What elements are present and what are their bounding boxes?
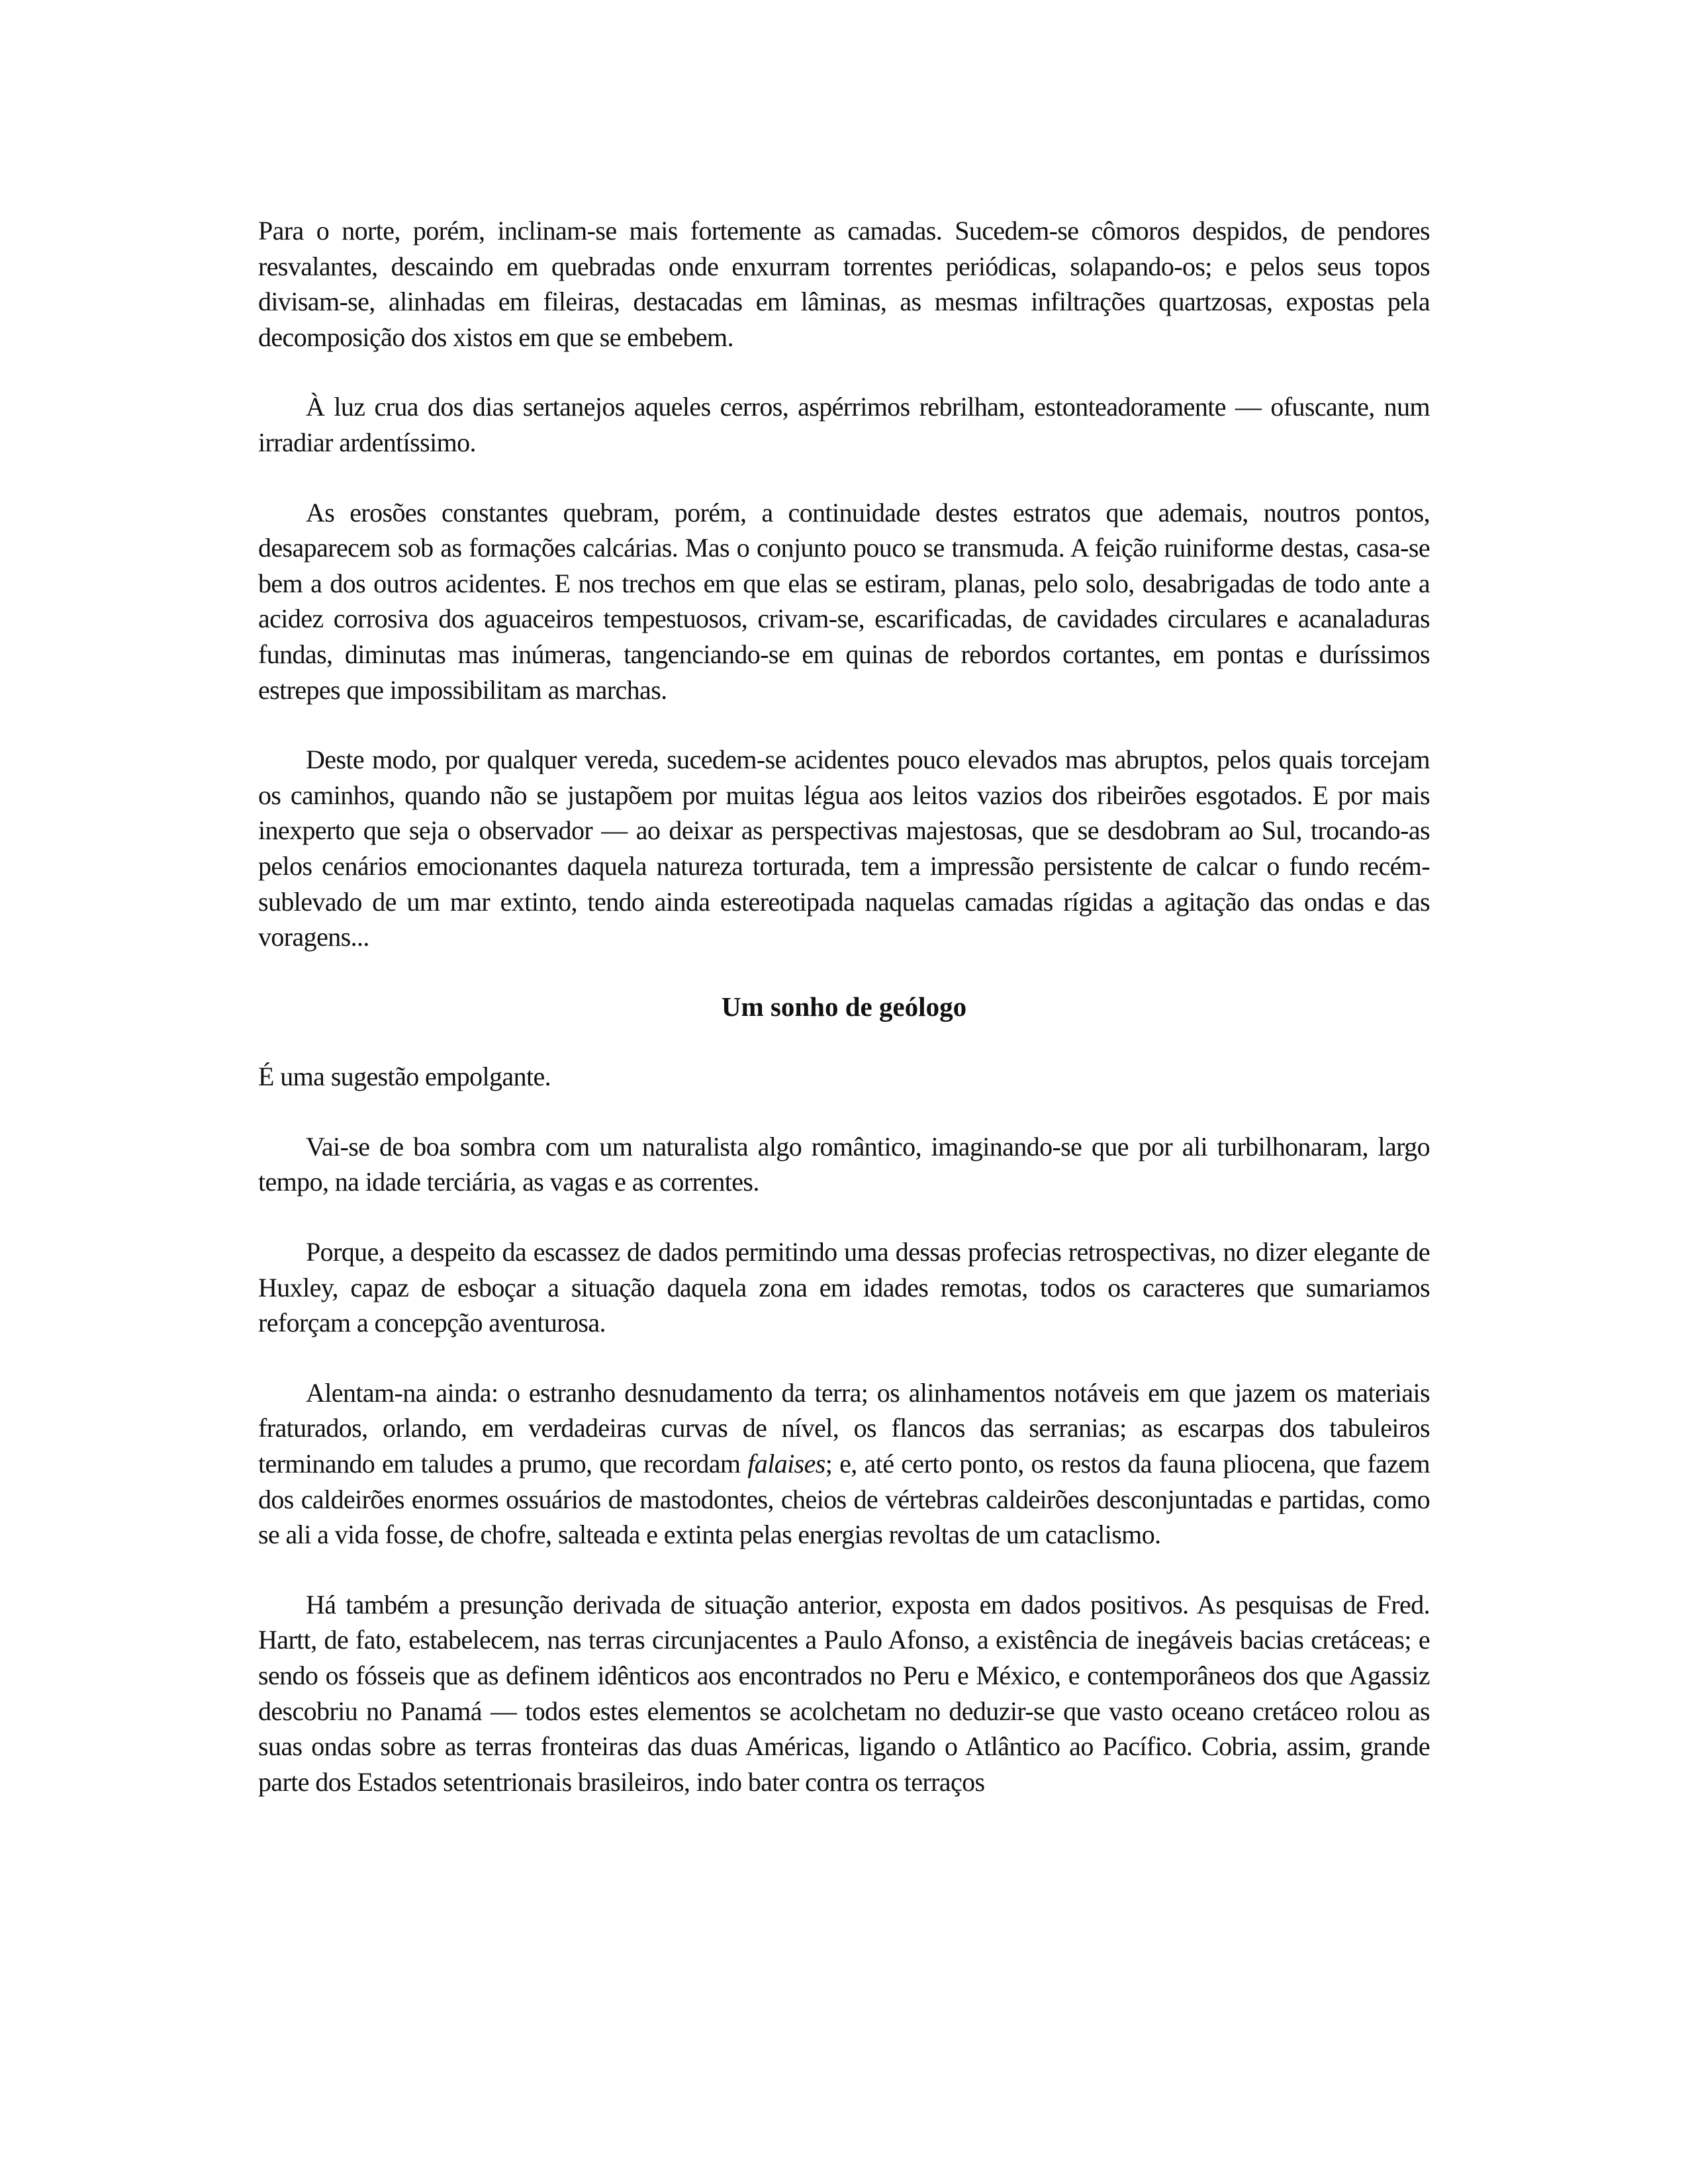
- paragraph-7: Porque, a despeito da escassez de dados permitindo uma dessas profecias retrospectivas, no dizer elegante de Huxley, capaz de esboçar a situação daquela zona em idades remotas, todos os caracteres que sumariamos reforçam a concepção aventurosa.: [258, 1237, 1430, 1338]
- paragraph-1: Para o norte, porém, inclinam-se mais fortemente as camadas. Sucedem-se cômoros despidos, de pendores resvalantes, descaindo em quebradas onde enxurram torrentes periódicas, solapando-os; e pelos seus topos divisam-se, alinhadas em fileiras, destacadas em lâminas, as mesmas infiltrações quartzosas, expostas pela decomposição dos xistos em que se embebem.: [258, 216, 1430, 352]
- paragraph-3: As erosões constantes quebram, porém, a continuidade destes estratos que ademais, noutros pontos, desaparecem sob as formações calcárias. Mas o conjunto pouco se transmuda. A feição ruiniforme destas, casa-se bem a dos outros acidentes. E nos trechos em que elas se estiram, planas, pelo solo, desabrigadas de todo ante a acidez corrosiva dos aguaceiros tempestuosos, crivam-se, escarificadas, de cavidades circulares e acanaladuras fundas, diminutas mas inúmeras, tangenciando-se em quinas de rebordos cortantes, em pontas e duríssimos estrepes que impossibilitam as marchas.: [258, 497, 1430, 705]
- paragraph-2: À luz crua dos dias sertanejos aqueles cerros, aspérrimos rebrilham, estonteadoramente — ofuscante, num irradiar ardentíssimo.: [258, 392, 1430, 457]
- paragraph-8-text-a: Alentam-na ainda: o estranho desnudamento da terra; os alinhamentos notáveis em que jazem os materiais fraturados, orlando, em verdadeiras curvas de nível, os flancos das serranias; as escarpas dos tabuleiros terminando em taludes a prumo, que recordam: [258, 1377, 1430, 1479]
- document-page: [258, 213, 1430, 1799]
- paragraph-5: É uma sugestão empolgante.: [258, 1062, 551, 1092]
- paragraph-4: Deste modo, por qualquer vereda, sucedem-se acidentes pouco elevados mas abruptos, pelos quais torcejam os caminhos, quando não se justapõem por muitas légua aos leitos vazios dos ribeirões esgotados. E por mais inexperto que seja o observador — ao deixar as perspectivas majestosas, que se desdobram ao Sul, trocando-as pelos cenários emocionantes daquela natureza torturada, tem a impressão persistente de calcar o fundo recém-sublevado de um mar extinto, tendo ainda estereotipada naquelas camadas rígidas a agitação das ondas e das voragens...: [258, 745, 1430, 952]
- paragraph-9: Há também a presunção derivada de situação anterior, exposta em dados positivos. As pesquisas de Fred. Hartt, de fato, estabelecem, nas terras circunjacentes a Paulo Afonso, a existência de inegáveis bacias cretáceas; e sendo os fósseis que as definem idênticos aos encontrados no Peru e México, e contemporâneos dos que Agassiz descobriu no Panamá — todos estes elementos se acolchetam no deduzir-se que vasto oceano cretáceo rolou as suas ondas sobre as terras fronteiras das duas Américas, ligando o Atlântico ao Pacífico. Cobria, assim, grande parte dos Estados setentrionais brasileiros, indo bater contra os terraços: [258, 1589, 1430, 1797]
- section-heading: Um sonho de geólogo: [721, 991, 967, 1022]
- paragraph-8-text-b: ; e, até certo ponto, os restos da fauna pliocena, que fazem dos caldeirões enormes ossuários de mastodontes, cheios de vértebras caldeirões desconjuntadas e partidas, como se ali a vida fosse, de chofre, salteada e extinta pelas energias revoltas de um cataclismo.: [258, 1449, 1430, 1550]
- paragraph-8: [258, 1375, 1430, 1553]
- italic-word-falaises: falaises: [747, 1449, 825, 1479]
- paragraph-6: Vai-se de boa sombra com um naturalista algo romântico, imaginando-se que por ali turbilhonaram, largo tempo, na idade terciária, as vagas e as correntes.: [258, 1131, 1430, 1197]
